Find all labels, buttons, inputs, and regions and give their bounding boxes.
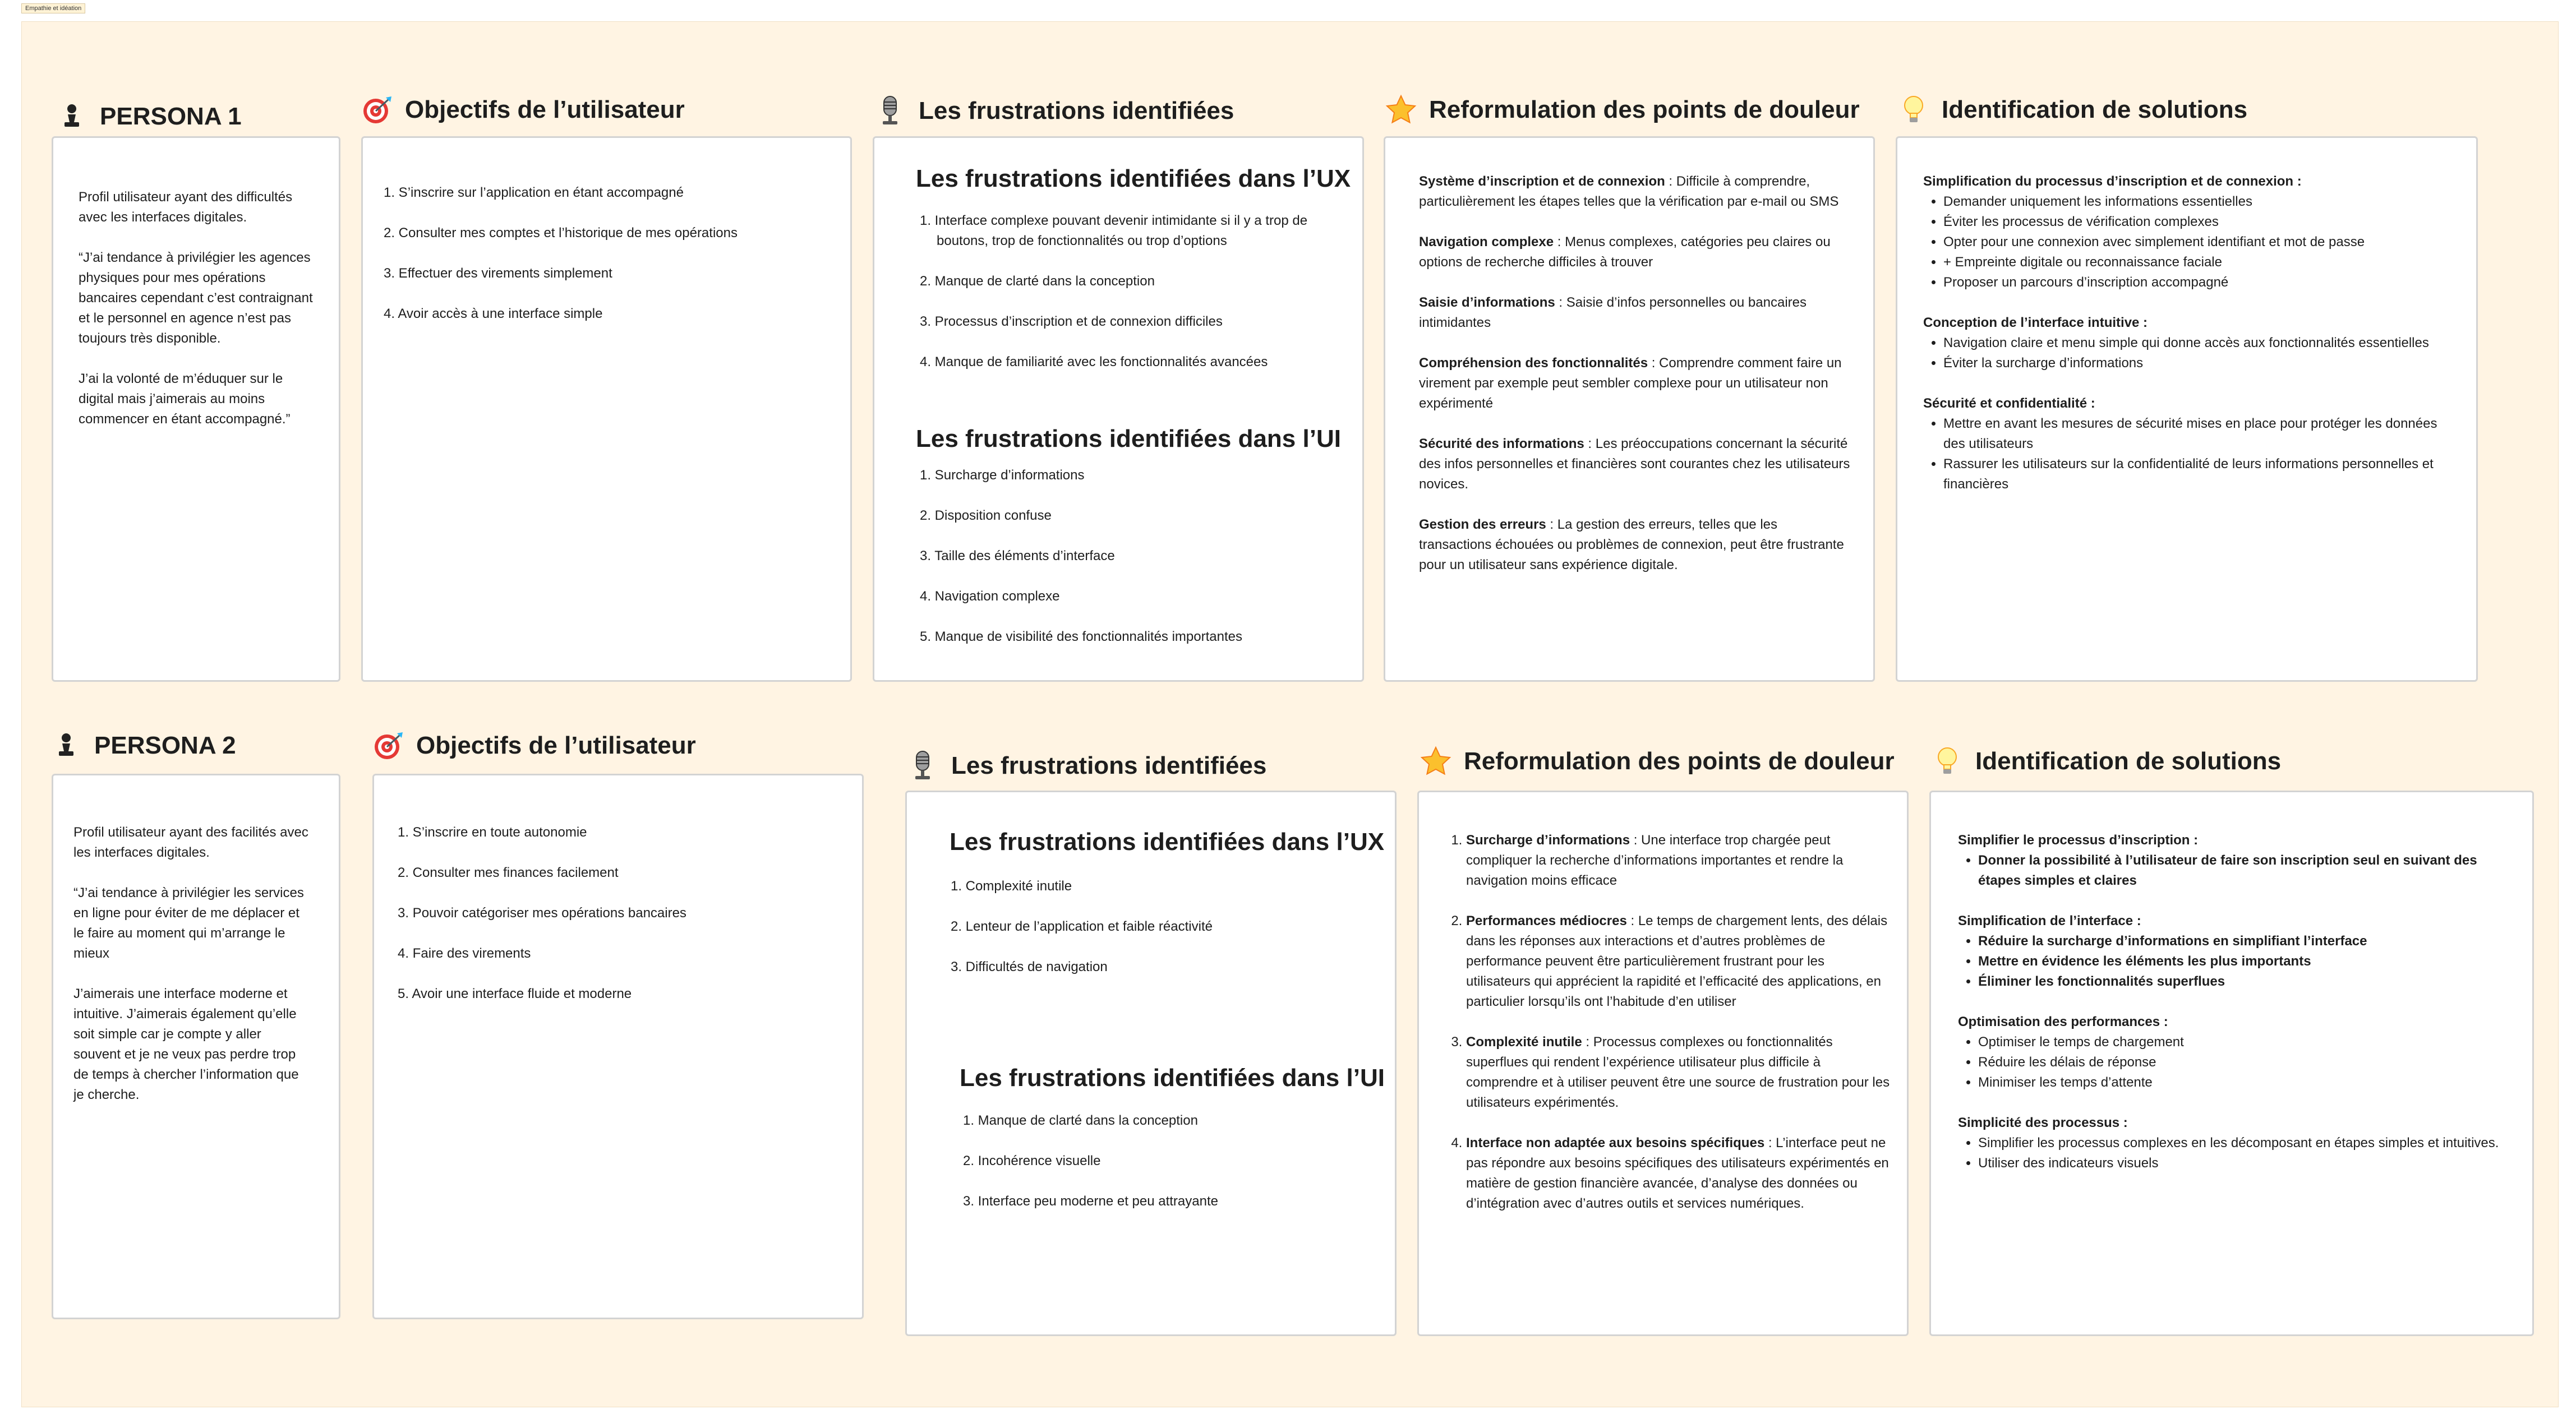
list-item: 3. Interface peu moderne et peu attrayante — [963, 1194, 1218, 1209]
painpoints1-title: Reformulation des points de douleur — [1429, 96, 1860, 123]
painpoints1-card — [1384, 136, 1875, 682]
star-icon — [1420, 746, 1451, 777]
list-item: 5. Avoir une interface fluide et moderne — [398, 986, 632, 1001]
chess-pawn-icon — [56, 101, 87, 132]
microphone-icon — [907, 750, 939, 782]
list-item: 4. Avoir accès à une interface simple — [384, 306, 603, 321]
list-item: • Mettre en avant les mesures de sécurité mises en place pour protéger les données des utilisateurs — [1943, 414, 2462, 454]
frustrations2-header — [907, 750, 1266, 782]
frustrations2-ux-list — [951, 876, 1354, 997]
objectives1-list — [384, 183, 832, 344]
frustrations1-ui-title: Les frustrations identifiées dans l’UI — [916, 425, 1341, 452]
list-item: Navigation complexe : Menus complexes, catégories peu claires ou options de recherche difficiles à trouver — [1419, 234, 1831, 270]
persona2-title: PERSONA 2 — [94, 732, 236, 759]
painpoints1-list — [1419, 172, 1851, 595]
list-item: • + Empreinte digitale ou reconnaissance faciale — [1943, 252, 2462, 272]
list-item: 3. Processus d’inscription et de connexion difficiles — [920, 314, 1223, 329]
frustrations2-title: Les frustrations identifiées — [951, 752, 1267, 779]
lightbulb-icon — [1932, 746, 1963, 777]
painpoints2-card — [1417, 791, 1909, 1336]
solutions1-card — [1896, 136, 2478, 682]
persona1-header — [56, 101, 242, 132]
persona2-description: Profil utilisateur ayant des facilités avec les interfaces digitales. “J’ai tendance à privilégier les services en ligne pour éviter de me déplacer et le faire au moment qui m’arrange le mieux J’aimerais une interface moderne et intuitive. J’aimerais également qu’elle soit simple car je compte y aller souvent et je ne veux pas perdre trop de temps à chercher l’information que je cherche. — [73, 825, 308, 1102]
frustrations1-header — [875, 95, 1234, 127]
frustrations1-ui-list — [920, 465, 1324, 667]
list-item: 1. Interface complexe pouvant devenir intimidante si il y a trop de boutons, trop de fonctionnalités ou trop d’options — [920, 213, 1308, 248]
list-item: 4. Manque de familiarité avec les fonctionnalités avancées — [920, 354, 1268, 369]
microphone-icon — [875, 95, 906, 127]
chess-pawn-icon — [50, 730, 82, 761]
list-item: 4. Interface non adaptée aux besoins spécifiques : L’interface peut ne pas répondre aux besoins spécifiques des utilisateurs expérimentés en matière de gestion financière avancée, d’analyse des données ou d’intégration avec d’autres outils et services numériques. — [1466, 1133, 1892, 1214]
objectives1-card — [361, 136, 852, 682]
list-item: Sécurité des informations : Les préoccupations concernant la sécurité des infos personnelles et financières sont courantes chez les utilisateurs novices. — [1419, 436, 1850, 492]
list-item: 4. Navigation complexe — [920, 589, 1060, 604]
frustrations2-card — [905, 791, 1397, 1336]
list-item: Système d’inscription et de connexion : Difficile à comprendre, particulièrement les étapes telles que la vérification par e-mail ou SMS — [1419, 174, 1839, 209]
frustrations1-title: Les frustrations identifiées — [919, 97, 1234, 124]
list-item: 3. Pouvoir catégoriser mes opérations bancaires — [398, 905, 686, 921]
frustrations2-ux-title: Les frustrations identifiées dans l’UX — [950, 828, 1385, 856]
list-item: 5. Manque de visibilité des fonctionnalités importantes — [920, 629, 1242, 644]
solutions2-title: Identification de solutions — [1975, 747, 2282, 775]
list-item: • Minimiser les temps d’attente — [1978, 1073, 2513, 1093]
objectives2-card — [372, 774, 864, 1319]
list-item: • Réduire la surcharge d’informations en simplifiant l’interface — [1978, 931, 2513, 951]
list-item: 2. Consulter mes comptes et l’historique de mes opérations — [384, 225, 738, 241]
list-item: 2. Disposition confuse — [920, 508, 1052, 523]
list-item: 3. Taille des éléments d’interface — [920, 548, 1115, 563]
list-item: 3. Effectuer des virements simplement — [384, 266, 612, 281]
target-icon — [361, 94, 393, 126]
list-item: 2. Consulter mes finances facilement — [398, 865, 619, 880]
objectives2-header — [372, 730, 696, 761]
solutions2-header — [1932, 746, 2281, 777]
frustrations1-ux-list — [920, 211, 1324, 392]
list-item: • Donner la possibilité à l’utilisateur de faire son inscription seul en suivant des étapes simples et claires — [1978, 851, 2513, 891]
list-item: Saisie d’informations : Saisie d’infos personnelles ou bancaires intimidantes — [1419, 295, 1807, 330]
persona2-header — [50, 730, 236, 761]
objectives1-header — [361, 94, 685, 126]
painpoints2-title: Reformulation des points de douleur — [1464, 747, 1895, 775]
solutions1-list: Simplification du processus d’inscription et de connexion : • Demander uniquement les informations essentielles • Éviter les processus de vérification complexes • Opter pour une connexion avec simplement identifiant et mot de passe • + Empreinte digitale ou reconnaissance faciale • Proposer un parcours d’inscription accompagné Conception de l’interface intuitive : • Navigation claire et menu simple qui donne accès aux fonctionnalités essentielles • Éviter la surcharge d’informations Sécurité et confidentialité : • Mettre en avant les mesures de sécurité mises en place pour protéger les données des utilisateurs • Rassurer les utilisateurs sur la confidentialité de leurs informations personnelles et financières — [1923, 172, 2462, 515]
list-item: 2. Incohérence visuelle — [963, 1153, 1101, 1168]
list-item: • Proposer un parcours d’inscription accompagné — [1943, 272, 2462, 293]
list-item: 1. Surcharge d’informations — [920, 468, 1085, 483]
lightbulb-icon — [1898, 94, 1929, 126]
list-item: • Éviter la surcharge d’informations — [1943, 353, 2462, 373]
solutions2-list: Simplifier le processus d’inscription : • Donner la possibilité à l’utilisateur de faire son inscription seul en suivant des étapes simples et claires Simplification de l’interface : • Réduire la surcharge d’informations en simplifiant l’interface • Mettre en évidence les éléments les plus importants • Éliminer les fonctionnalités superflues Optimisation des performances : • Optimiser le temps de chargement • Réduire les délais de réponse • Minimiser les temps d’attente Simplicité des processus : • Simplifier les processus complexes en les décomposant en étapes simples et intuitives. • Utiliser des indicateurs visuels — [1958, 830, 2513, 1194]
persona1-title: PERSONA 1 — [100, 103, 242, 130]
list-item: • Utiliser des indicateurs visuels — [1978, 1153, 2513, 1173]
frustrations2-ui-list — [963, 1111, 1367, 1232]
persona2-card — [52, 774, 340, 1319]
frustrations2-ui-title: Les frustrations identifiées dans l’UI — [960, 1064, 1385, 1092]
list-item: • Mettre en évidence les éléments les plus importants — [1978, 951, 2513, 972]
list-item: 2. Performances médiocres : Le temps de chargement lents, des délais dans les réponses aux interactions et d’autres problèmes de performance peuvent être particulièrement frustrant pour les utilisateurs qui apprécient la rapidité et l’efficacité des applications, en particulier lorsqu’ils ont l’habitude d’en utiliser — [1466, 911, 1892, 1012]
list-item: • Réduire les délais de réponse — [1978, 1052, 2513, 1073]
solutions2-card — [1929, 791, 2534, 1336]
solutions1-title: Identification de solutions — [1942, 96, 2248, 123]
list-item: • Éliminer les fonctionnalités superflues — [1978, 972, 2513, 992]
list-item: 1. S’inscrire en toute autonomie — [398, 825, 587, 840]
list-item: Gestion des erreurs : La gestion des erreurs, telles que les transactions échouées ou problèmes de connexion, peut être frustrante pour un utilisateur sans expérience digitale. — [1419, 517, 1844, 572]
painpoints2-list — [1446, 830, 1892, 1234]
list-item: • Éviter les processus de vérification complexes — [1943, 212, 2462, 232]
list-item: 1. S’inscrire sur l’application en étant accompagné — [384, 185, 684, 200]
star-icon — [1385, 94, 1417, 126]
list-item: • Rassurer les utilisateurs sur la confidentialité de leurs informations personnelles et financières — [1943, 454, 2462, 495]
list-item: 1. Complexité inutile — [951, 879, 1072, 894]
list-item: • Opter pour une connexion avec simplement identifiant et mot de passe — [1943, 232, 2462, 252]
frustrations1-ux-title: Les frustrations identifiées dans l’UX — [916, 165, 1351, 192]
objectives1-title: Objectifs de l’utilisateur — [405, 96, 685, 123]
painpoints1-header — [1385, 94, 1860, 126]
frame-label[interactable]: Empathie et idéation — [21, 3, 85, 13]
list-item: 3. Difficultés de navigation — [951, 959, 1108, 974]
persona1-card — [52, 136, 340, 682]
solutions1-header — [1898, 94, 2247, 126]
frustrations1-card — [873, 136, 1364, 682]
list-item: • Optimiser le temps de chargement — [1978, 1032, 2513, 1052]
list-item: 1. Manque de clarté dans la conception — [963, 1113, 1198, 1128]
persona1-description: Profil utilisateur ayant des difficultés avec les interfaces digitales. “J’ai tendance à privilégier les agences physiques pour mes opérations bancaires cependant c’est contraignant et le personnel en agence n’est pas toujours très disponible. J’ai la volonté de m’éduquer sur le digital mais j’aimerais au moins commencer en étant accompagné.” — [79, 190, 313, 427]
list-item: 3. Complexité inutile : Processus complexes ou fonctionnalités superflues qui rendent l’expérience utilisateur plus difficile à comprendre et à utiliser peuvent être une source de frustration pour les utilisateurs expérimentés. — [1466, 1032, 1892, 1113]
target-icon — [372, 730, 404, 761]
list-item: Compréhension des fonctionnalités : Comprendre comment faire un virement par exemple peut sembler complexe pour un utilisateur non expérimenté — [1419, 355, 1842, 411]
list-item: • Simplifier les processus complexes en les décomposant en étapes simples et intuitives. — [1978, 1133, 2513, 1153]
objectives2-list — [398, 823, 846, 1024]
list-item: 1. Surcharge d’informations : Une interface trop chargée peut compliquer la recherche d’informations importantes et rendre la navigation moins efficace — [1466, 830, 1892, 891]
list-item: • Navigation claire et menu simple qui donne accès aux fonctionnalités essentielles — [1943, 333, 2462, 353]
list-item: 2. Lenteur de l’application et faible réactivité — [951, 919, 1213, 934]
list-item: 2. Manque de clarté dans la conception — [920, 274, 1155, 289]
painpoints2-header — [1420, 746, 1895, 777]
list-item: 4. Faire des virements — [398, 946, 531, 961]
list-item: • Demander uniquement les informations essentielles — [1943, 192, 2462, 212]
objectives2-title: Objectifs de l’utilisateur — [416, 732, 696, 759]
